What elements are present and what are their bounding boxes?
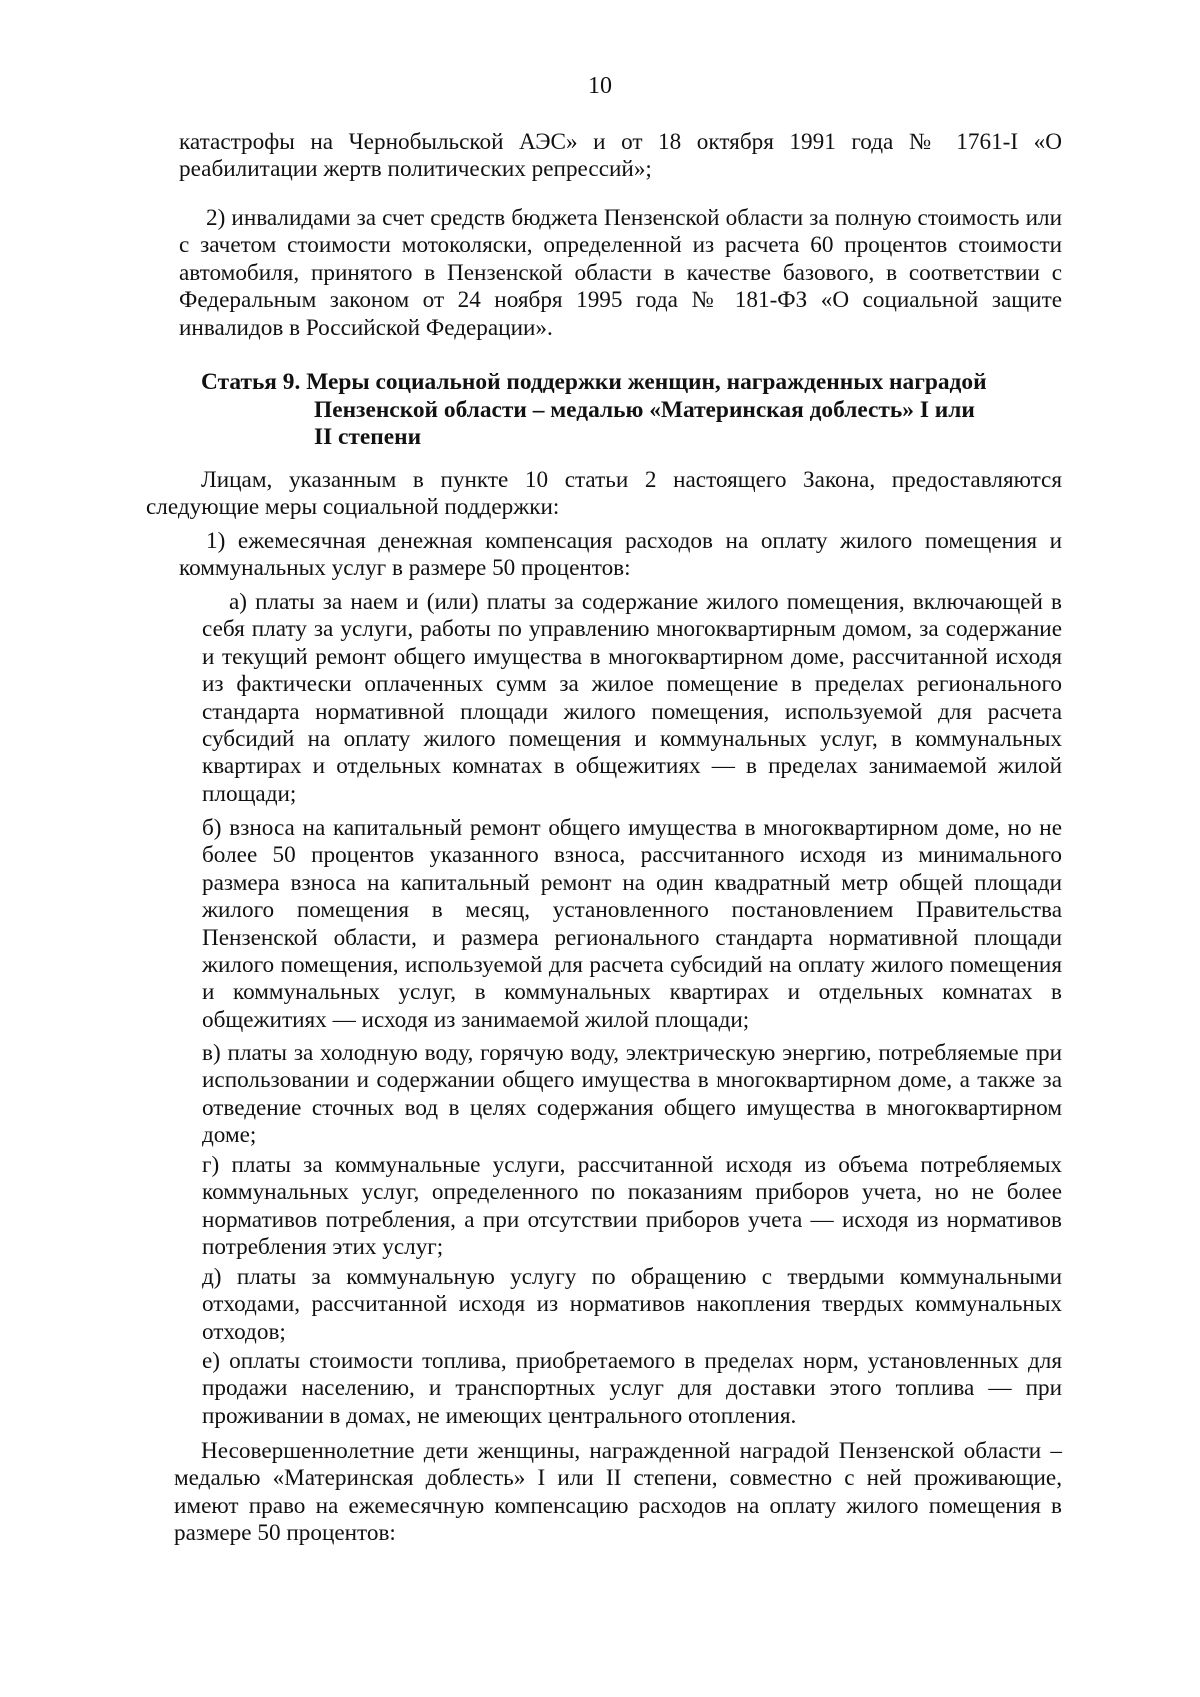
sub-item-v-text: в) платы за холодную воду, горячую воду, электрическую энергию, потребляемые при использовании и содержании общего имущества в многоквартирном доме, а также за отведение сточных вод в целях содержания общего имущества в многоквартирном доме; <box>202 1040 1062 1149</box>
sub-item-b <box>202 815 1062 1034</box>
closing-text: Несовершеннолетние дети женщины, награжденной наградой Пензенской области – медалью «Материнская доблесть» I или II степени, совместно с ней проживающие, имеют право на ежемесячную компенсацию расходов на оплату жилого помещения в размере 50 процентов: <box>174 1438 1062 1547</box>
article-heading-line-2: Пензенской области – медалью «Материнская доблесть» I или <box>314 396 975 423</box>
sub-item-b-text: б) взноса на капитальный ремонт общего имущества в многоквартирном доме, но не более 50 процентов указанного взноса, рассчитанного исходя из минимального размера взноса на капитальный ремонт на один квадратный метр общей площади жилого помещения в месяц, установленного постановлением Правительства Пензенской области, и размера регионального стандарта нормативной площади жилого помещения, используемой для расчета субсидий на оплату жилого помещения и коммунальных услуг, в коммунальных квартирах и отдельных комнатах в общежитиях — исходя из занимаемой жилой площади; <box>202 815 1062 1033</box>
sub-item-d <box>202 1264 1062 1346</box>
intro-p2-text: 2) инвалидами за счет средств бюджета Пензенской области за полную стоимость или с зачетом стоимости мотоколяски, определенной из расчета 60 процентов стоимости автомобиля, принятого в Пензенской области в качестве базового, в соответствии с Федеральным законом от 24 ноября 1995 года № 181-ФЗ «О социальной защите инвалидов в Российской Федерации». <box>179 205 1062 341</box>
intro-paragraph-1 <box>179 129 1062 184</box>
item-1-text: 1) ежемесячная денежная компенсация расходов на оплату жилого помещения и коммунальных услуг в размере 50 процентов: <box>179 528 1062 582</box>
article-heading-line-3: II степени <box>314 424 422 451</box>
article-heading <box>201 369 1061 452</box>
item-1-paragraph <box>179 528 1062 583</box>
closing-paragraph <box>174 1438 1062 1548</box>
sub-item-a <box>202 589 1062 808</box>
lead-paragraph <box>146 467 1062 522</box>
sub-item-d-text: д) платы за коммунальную услугу по обращению с твердыми коммунальными отходами, рассчитанной исходя из нормативов накопления твердых коммунальных отходов; <box>202 1264 1062 1345</box>
sub-item-e <box>202 1348 1062 1430</box>
sub-item-a-text: а) платы за наем и (или) платы за содержание жилого помещения, включающей в себя плату за услуги, работы по управлению многоквартирным домом, за содержание и текущий ремонт общего имущества в многоквартирном доме, рассчитанной исходя из фактически оплаченных сумм за жилое помещение в пределах регионального стандарта нормативной площади жилого помещения, используемой для расчета субсидий на оплату жилого помещения и коммунальных услуг, в коммунальных квартирах и отдельных комнатах в общежитиях — в пределах занимаемой жилой площади; <box>202 589 1062 807</box>
sub-item-g-text: г) платы за коммунальные услуги, рассчитанной исходя из объема потребляемых коммунальных услуг, определенного по показаниям приборов учета, но не более нормативов потребления, а при отсутствии приборов учета — исходя из нормативов потребления этих услуг; <box>202 1152 1062 1261</box>
intro-paragraph-2 <box>179 205 1062 342</box>
lead-text: Лицам, указанным в пункте 10 статьи 2 настоящего Закона, предоставляются следующие меры социальной поддержки: <box>146 467 1062 521</box>
page-number: 10 <box>588 73 612 99</box>
sub-item-e-text: е) оплаты стоимости топлива, приобретаемого в пределах норм, установленных для продажи населению, и транспортных услуг для доставки этого топлива — при проживании в домах, не имеющих центрального отопления. <box>202 1348 1062 1429</box>
intro-p1-text: катастрофы на Чернобыльской АЭС» и от 18 октября 1991 года № 1761-I «О реабилитации жертв политических репрессий»; <box>179 129 1062 183</box>
sub-item-g <box>202 1152 1062 1262</box>
article-heading-line-1: Статья 9. Меры социальной поддержки женщин, награжденных наградой <box>201 369 987 395</box>
sub-item-v <box>202 1040 1062 1150</box>
